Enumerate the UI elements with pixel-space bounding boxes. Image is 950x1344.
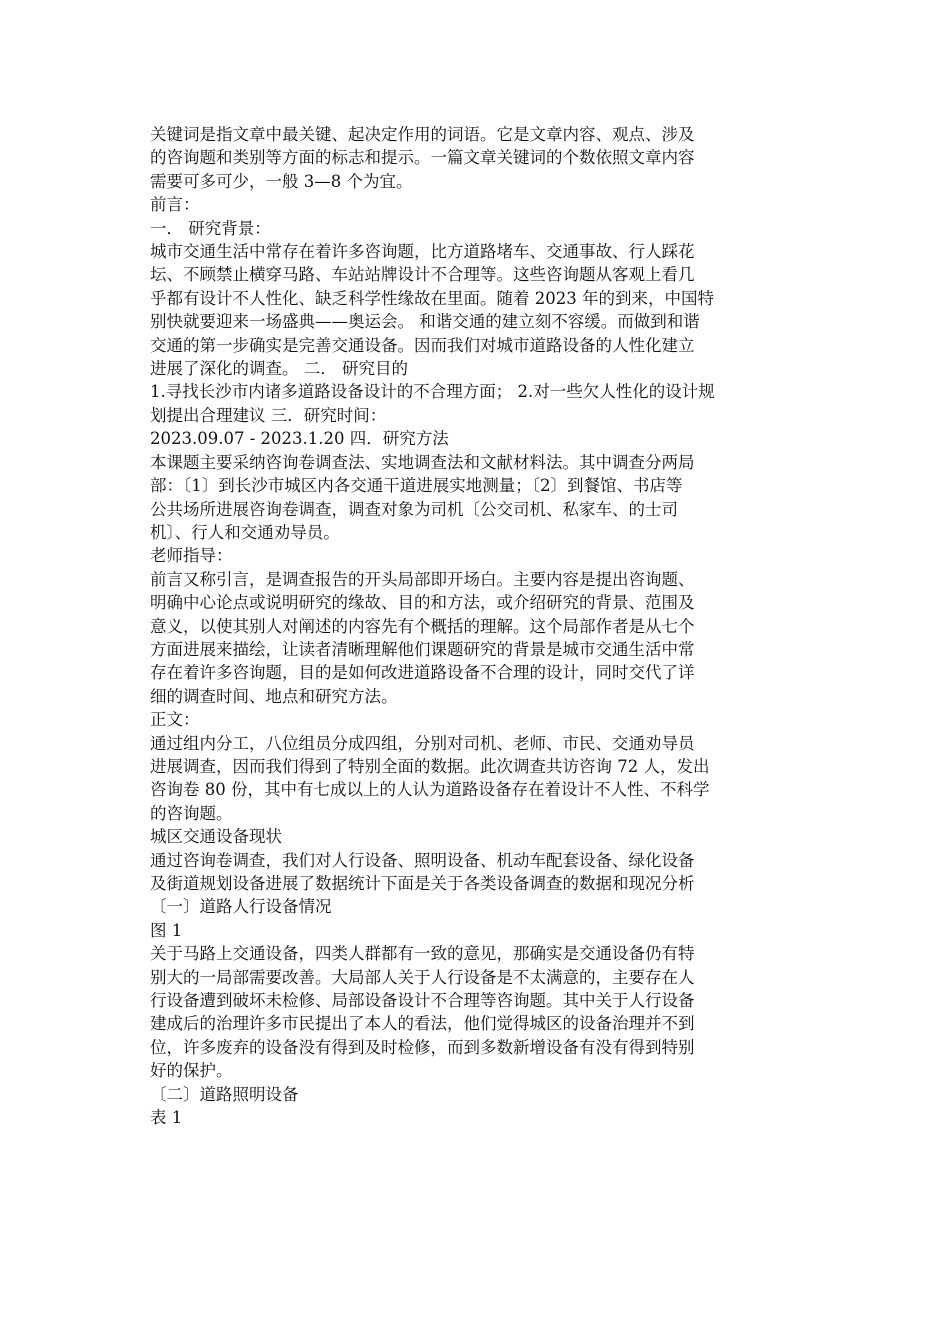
text-line: 建成后的治理许多市民提出了本人的看法，他们觉得城区的设备治理并不到 [150,1014,695,1034]
text-line: 行设备遭到破坏未检修、局部设备设计不合理等咨询题。其中关于人行设备 [150,991,695,1011]
text-line: 位，许多废弃的设备没有得到及时检修，而到多数新增设备有没有得到特别 [150,1037,695,1057]
text-line: 好的保护。 [150,1061,233,1081]
text-line: 关键词是指文章中最关键、起决定作用的词语。它是文章内容、观点、涉及 [150,125,695,144]
text-line: 别大的一局部需要改善。大局部人关于人行设备是不太满意的，主要存在人 [150,967,695,987]
text-line: 通过组内分工，八位组员分成四组，分别对司机、老师、市民、交通劝导员 [150,733,695,753]
text-line: 2023.09.07 - 2023.1.20 四．研究方法 [150,429,449,449]
text-line: 进展了深化的调查。 二． 研究目的 [150,359,408,379]
section-heading-equipment-status: 城区交通设备现状 [150,827,282,847]
text-line: 需要可多可少，一般 3—8 个为宜。 [150,171,413,191]
text-line: 机〕、行人和交通劝导员。 [150,522,340,542]
table-label: 表 1 [150,1108,183,1128]
text-line: 明确中心论点或说明研究的缘故、目的和方法，或介绍研究的背景、范围及 [150,593,695,613]
document-body [150,123,802,1129]
section-heading-lighting: 〔二〕道路照明设备 [150,1084,299,1104]
text-line: 咨询卷 80 份，其中有七成以上的人认为道路设备存在着设计不人性、不科学 [150,780,710,800]
text-line: 细的调查时间、地点和研究方法。 [150,686,398,706]
text-line: 方面进展来描绘，让读者清晰理解他们课题研究的背景是城市交通生活中常 [150,639,695,659]
text-line: 的咨询题和类别等方面的标志和提示。一篇文章关键词的个数依照文章内容 [150,148,695,168]
section-heading-foreword: 前言： [150,195,200,215]
section-heading-pedestrian: 〔一〕道路人行设备情况 [150,897,332,917]
text-line: 存在着许多咨询题，目的是如何改进道路设备不合理的设计，同时交代了详 [150,663,695,683]
text-line: 别快就要迎来一场盛典——奥运会。 和谐交通的建立刻不容缓。而做到和谐 [150,312,700,332]
text-line: 通过咨询卷调查，我们对人行设备、照明设备、机动车配套设备、绿化设备 [150,850,695,870]
text-line: 的咨询题。 [150,803,233,823]
section-heading-main-text: 正文： [150,710,200,730]
section-heading-background: 一． 研究背景： [150,218,271,238]
figure-label: 图 1 [150,920,183,940]
text-line: 1.寻找长沙市内诸多道路设备设计的不合理方面； 2.对一些欠人性化的设计规 [150,382,715,402]
text-line: 部：〔1〕到长沙市城区内各交通干道进展实地测量；〔2〕到餐馆、书店等 [150,476,683,496]
text-line: 交通的第一步确实是完善交通设备。因而我们对城市道路设备的人性化建立 [150,335,695,355]
text-line: 坛、不顾禁止横穿马路、车站站牌设计不合理等。这些咨询题从客观上看几 [150,265,695,285]
text-line: 意义，以使其别人对阐述的内容先有个概括的理解。这个局部作者是从七个 [150,616,695,636]
text-line: 前言又称引言，是调查报告的开头局部即开场白。主要内容是提出咨询题、 [150,569,695,589]
text-line: 公共场所进展咨询卷调查，调查对象为司机〔公交司机、私家车、的士司 [150,499,678,519]
text-line: 关于马路上交通设备，四类人群都有一致的意见，那确实是交通设备仍有特 [150,944,695,964]
section-heading-teacher-guidance: 老师指导： [150,546,233,566]
text-line: 及街道规划设备进展了数据统计下面是关于各类设备调查的数据和现况分析 [150,874,695,893]
text-line: 本课题主要采纳咨询卷调查法、实地调查法和文献材料法。其中调查分两局 [150,452,695,472]
text-line: 城市交通生活中常存在着许多咨询题，比方道路堵车、交通事故、行人踩花 [150,242,695,262]
text-line: 进展调查，因而我们得到了特别全面的数据。此次调查共访咨询 72 人，发出 [150,756,710,776]
text-line: 划提出合理建议 三．研究时间： [150,405,387,425]
text-line: 乎都有设计不人性化、缺乏科学性缘故在里面。随着 2023 年的到来，中国特 [150,288,714,308]
